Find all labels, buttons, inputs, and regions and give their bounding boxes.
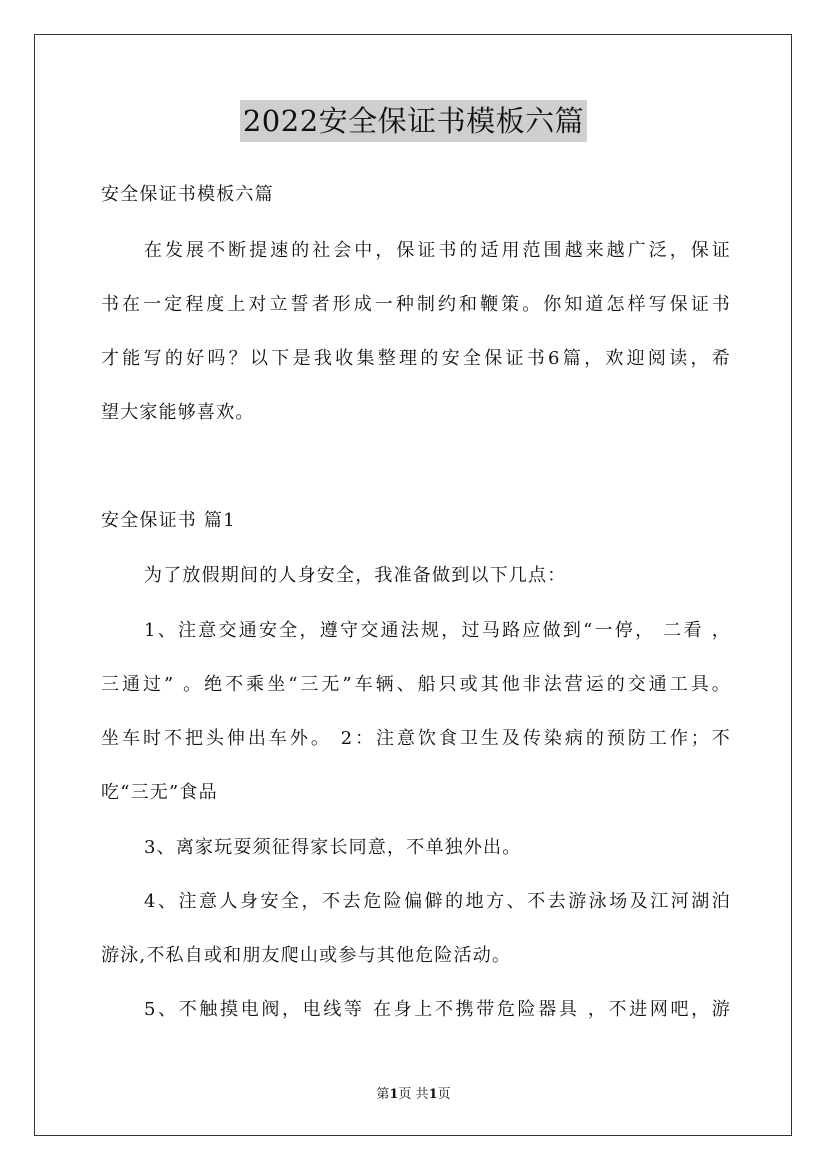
body-line: 坐车时不把头伸出车外。 2：注意饮食卫生及传染病的预防工作；不 (101, 728, 731, 749)
body-line: 吃“三无”食品 (101, 782, 218, 803)
body-line: 5、不触摸电阀，电线等 在身上不携带危险器具 ，不进网吧，游 (144, 999, 731, 1020)
body-line: 三通过” 。绝不乘坐“三无”车辆、船只或其他非法营运的交通工具。 (101, 674, 731, 695)
footer-page-total: 1 (428, 1087, 438, 1102)
footer-prefix: 第 (376, 1087, 390, 1102)
body-line: 1、注意交通安全，遵守交通法规，过马路应做到“一停， 二看 ， (144, 620, 731, 641)
footer-suffix: 页 (437, 1087, 451, 1102)
body-line: 3、离家玩耍须征得家长同意，不单独外出。 (144, 837, 522, 858)
intro-line: 书在一定程度上对立誓者形成一种制约和鞭策。你知道怎样写保证书 (101, 294, 731, 315)
intro-line: 在发展不断提速的社会中，保证书的适用范围越来越广泛，保证 (144, 240, 731, 261)
body-line: 游泳,不私自或和朋友爬山或参与其他危险活动。 (101, 945, 512, 966)
body-line: 为了放假期间的人身安全，我准备做到以下几点： (144, 565, 567, 586)
body-line: 4、注意人身安全，不去危险偏僻的地方、不去游泳场及江河湖泊 (144, 891, 731, 912)
intro-line: 望大家能够喜欢。 (101, 402, 255, 423)
title-container (0, 100, 827, 142)
page-footer (0, 1083, 827, 1102)
footer-page-current: 1 (389, 1087, 399, 1102)
document-title: 2022安全保证书模板六篇 (240, 100, 587, 142)
section-heading: 安全保证书 篇1 (101, 510, 236, 531)
footer-mid: 页 共 (398, 1087, 429, 1102)
intro-line: 才能写的好吗？以下是我收集整理的安全保证书6篇，欢迎阅读，希 (101, 348, 731, 369)
document-subtitle: 安全保证书模板六篇 (101, 184, 274, 205)
